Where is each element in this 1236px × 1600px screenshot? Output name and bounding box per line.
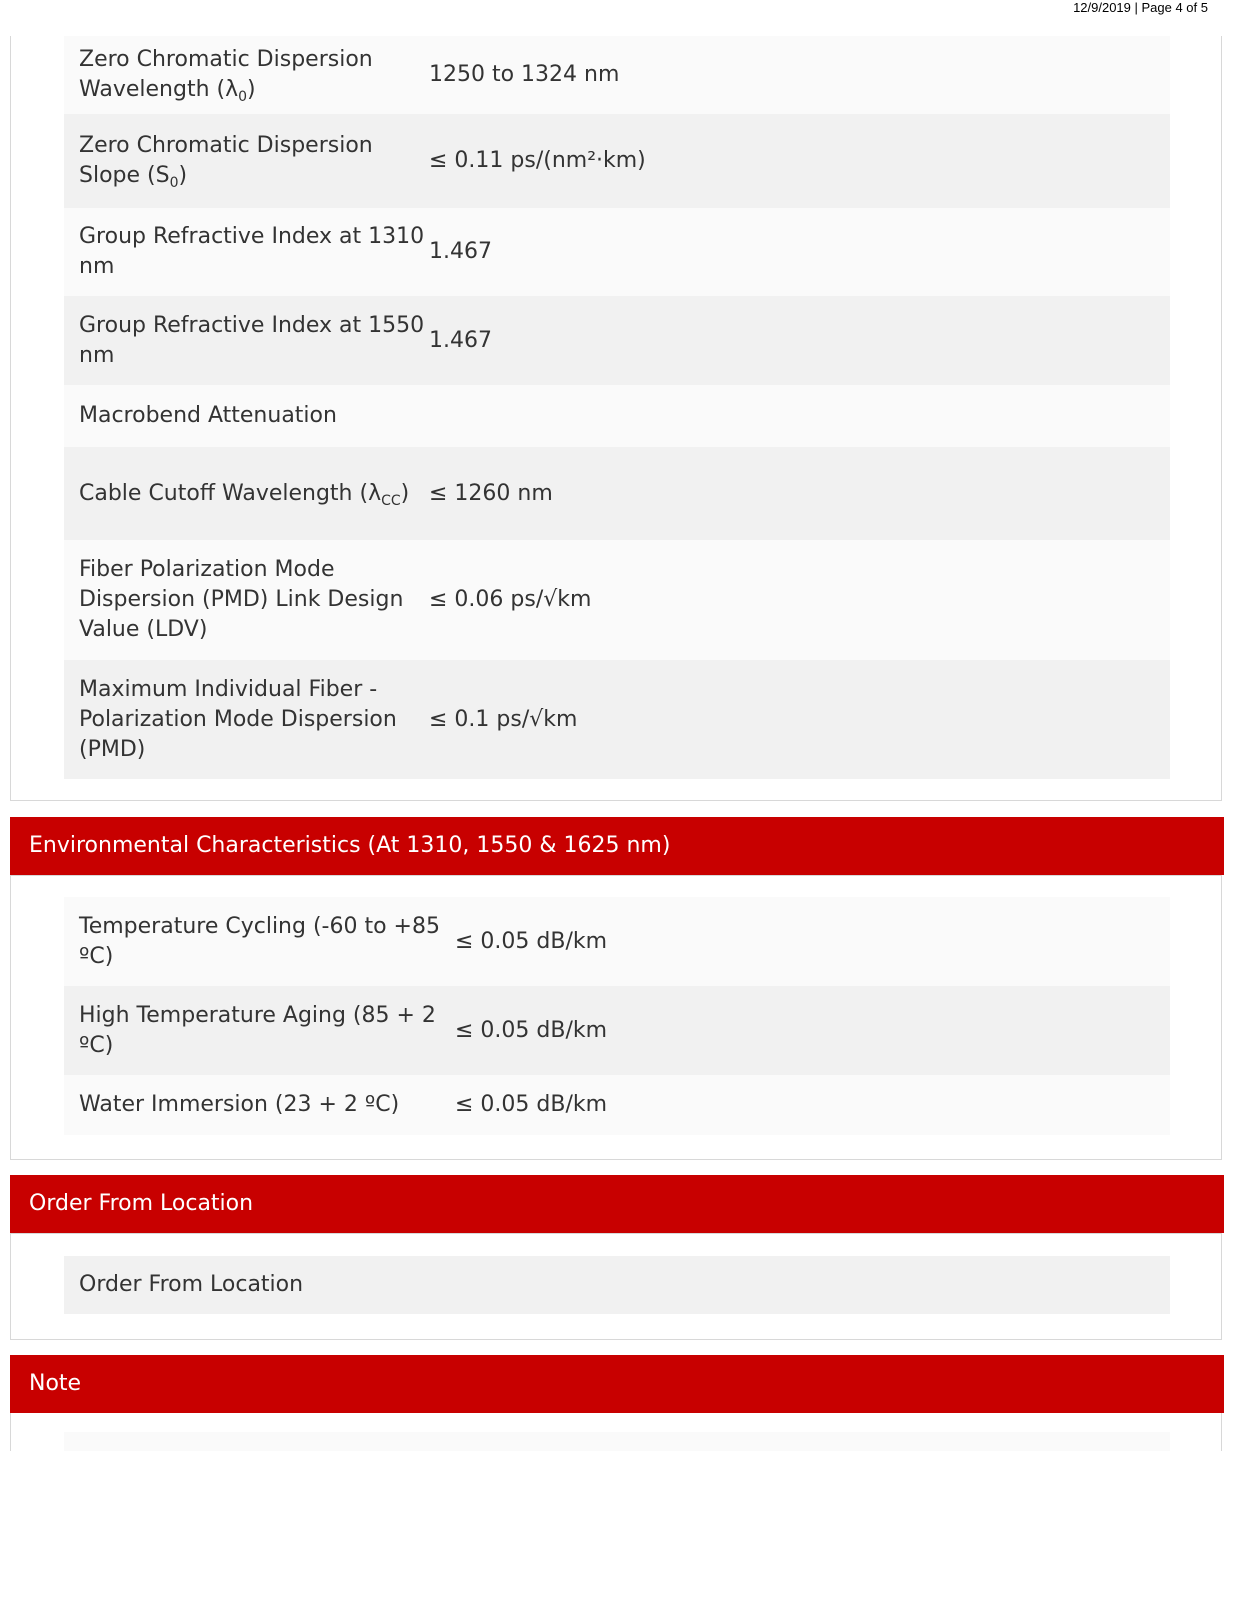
spec-value: ≤ 0.11 ps/(nm²·km)	[429, 148, 646, 173]
order-section-title: Order From Location	[10, 1175, 1224, 1233]
spec-row-group-index-1550	[64, 296, 1170, 385]
spec-label: Fiber Polarization Mode Dispersion (PMD) Link Design Value (LDV)	[79, 557, 404, 642]
spec-row-zero-dispersion-wavelength	[64, 36, 1170, 114]
spec-value: 1.467	[429, 239, 492, 264]
spec-label: Water Immersion (23 + 2 ºC)	[79, 1092, 400, 1117]
spec-label: Group Refractive Index at 1550 nm	[79, 312, 425, 368]
spec-label: Zero Chromatic Dispersion Wavelength $(\lambda_0)$	[79, 47, 373, 105]
page-header: 12/9/2019 | Page 4 of 5	[1073, 0, 1208, 15]
order-label: Order From Location	[79, 1272, 304, 1297]
spec-label: Group Refractive Index at 1310 nm	[79, 224, 425, 279]
spec-label: Macrobend Attenuation	[79, 403, 337, 428]
spec-value: ≤ 0.1 ps/√km	[429, 706, 578, 732]
spec-value: ≤ 0.05 dB/km	[455, 928, 608, 954]
environmental-section-title: Environmental Characteristics (At 1310, 1550 & 1625 nm)	[10, 817, 1224, 875]
optical-rows	[64, 36, 1170, 779]
spec-value: ≤ 0.05 dB/km	[455, 1017, 608, 1043]
spec-value: 1.467	[429, 327, 492, 353]
spec-value: 1250 to 1324 nm	[429, 62, 620, 87]
order-rows	[64, 1256, 1170, 1314]
spec-row-macrobend-attenuation	[64, 385, 1170, 447]
note-row	[64, 1432, 1170, 1451]
spec-row-zero-dispersion-slope	[64, 114, 1170, 208]
spec-row-pmd-ldv	[64, 540, 1170, 660]
spec-value: ≤ 1260 nm	[429, 480, 553, 506]
spec-label: Zero Chromatic Dispersion Slope $(S_0)$	[79, 133, 373, 191]
order-row	[64, 1256, 1170, 1314]
note-rows	[64, 1432, 1170, 1451]
spec-label: Cable Cutoff Wavelength $(\lambda_{CC})$	[79, 480, 410, 509]
spec-row-cable-cutoff	[64, 447, 1170, 540]
env-row-water-immersion	[64, 1075, 1170, 1135]
env-row-high-temp-aging	[64, 986, 1170, 1075]
note-section-title: Note	[10, 1355, 1224, 1413]
spec-row-max-pmd	[64, 660, 1170, 779]
spec-label: Temperature Cycling (-60 to +85 ºC)	[79, 913, 440, 969]
spec-label: High Temperature Aging (85 + 2 ºC)	[79, 1002, 436, 1058]
environmental-rows	[64, 897, 1170, 1135]
spec-value: ≤ 0.05 dB/km	[455, 1092, 608, 1117]
spec-row-group-index-1310	[64, 208, 1170, 296]
spec-label: Maximum Individual Fiber - Polarization Mode Dispersion (PMD)	[79, 676, 397, 762]
spec-value: ≤ 0.06 ps/√km	[429, 587, 592, 612]
env-row-temperature-cycling	[64, 897, 1170, 986]
